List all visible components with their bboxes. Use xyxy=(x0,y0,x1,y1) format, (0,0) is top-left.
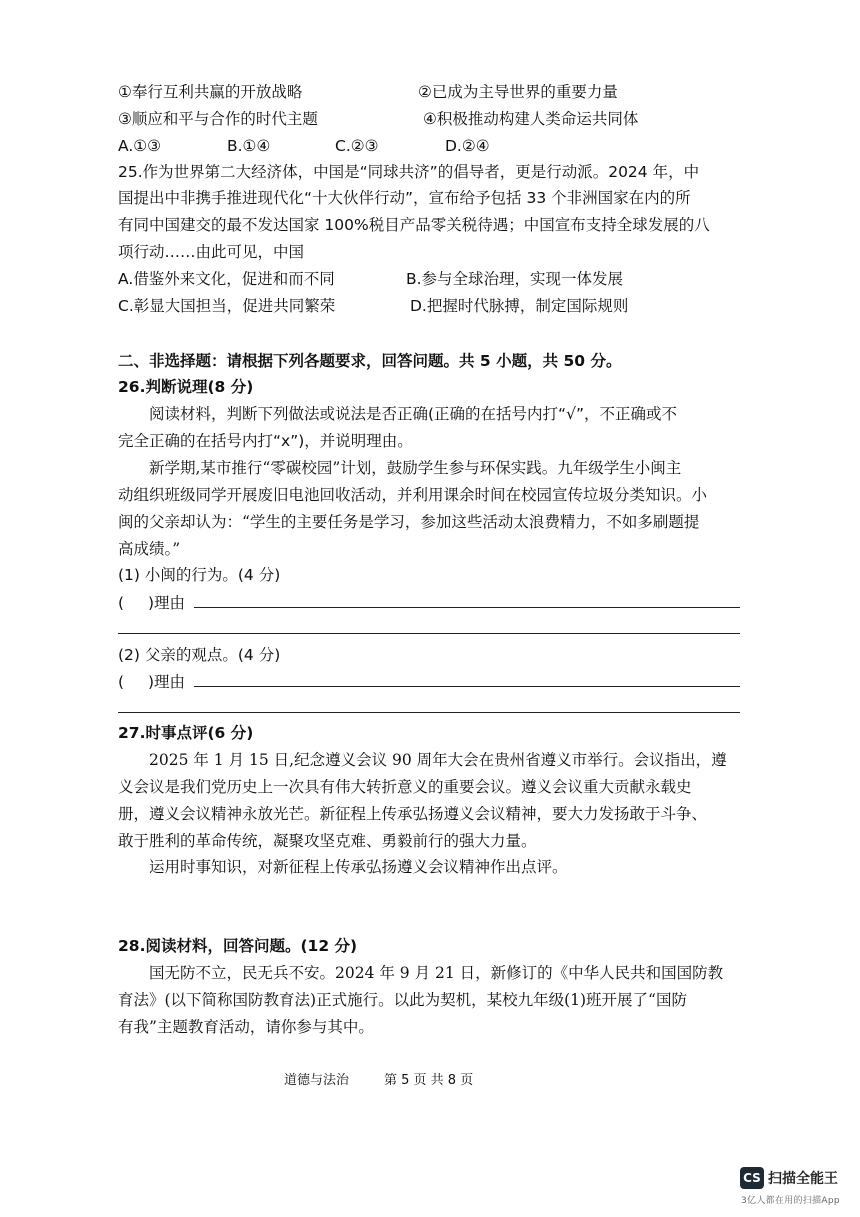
q26-answer-1-line-2[interactable] xyxy=(118,633,740,634)
section-2-title: 二、非选择题：请根据下列各题要求，回答问题。共 5 小题，共 50 分。 xyxy=(118,352,622,370)
q26-sub-question-2: (2) 父亲的观点。(4 分) xyxy=(118,646,281,664)
scanner-app-logo xyxy=(740,1167,840,1207)
q28-title: 28.阅读材料，回答问题。(12 分) xyxy=(118,937,358,955)
q28-material-1: 国无防不立，民无兵不安。2024 年 9 月 21 日，新修订的《中华人民共和国国防教 xyxy=(149,964,724,982)
q27-material-3: 册，遵义会议精神永放光芒。新征程上传承弘扬遵义会议精神，要大力发扬敢于斗争、 xyxy=(118,805,708,823)
q25-line-3: 有同中国建交的最不发达国家 100%税目产品零关税待遇；中国宣布支持全球发展的八 xyxy=(118,216,710,234)
q24-option-1: ①奉行互利共赢的开放战略 xyxy=(118,83,303,101)
q26-material-3: 闽的父亲却认为：“学生的主要任务是学习，参加这些活动太浪费精力，不如多刷题提 xyxy=(118,513,700,531)
q25-choices-row-1 xyxy=(118,269,623,289)
q24-option-4: ④积极推动构建人类命运共同体 xyxy=(423,110,639,128)
q27-material-4: 敢于胜利的革命传统，凝聚攻坚克难、勇毅前行的强大力量。 xyxy=(118,832,537,850)
q24-option-3: ③顺应和平与合作的时代主题 xyxy=(118,110,318,128)
q27-material-1: 2025 年 1 月 15 日,纪念遵义会议 90 周年大会在贵州省遵义市举行。会议指出，遵 xyxy=(149,751,727,769)
logo-tagline: 3亿人都在用的扫描App xyxy=(741,1196,840,1206)
q25-line-2: 国提出中非携手推进现代化“十大伙伴行动”，宣布给予包括 33 个非洲国家在内的所 xyxy=(118,189,691,207)
q24-choices xyxy=(118,136,490,156)
q25-choice-c: C.彰显大国担当，促进共同繁荣 xyxy=(118,297,336,315)
q24-choice-a: A.①③ xyxy=(118,137,162,155)
q26-answer-2-reason-label: )理由 xyxy=(148,673,186,691)
footer-subject: 道德与法治 xyxy=(284,1073,350,1088)
q24-choice-c: C.②③ xyxy=(335,137,379,155)
q24-choice-b: B.①④ xyxy=(227,137,271,155)
q26-answer-2-line-2[interactable] xyxy=(118,712,740,713)
q26-answer-1-reason-label: )理由 xyxy=(148,594,186,612)
q26-instruction-2: 完全正确的在括号内打“x”)，并说明理由。 xyxy=(118,432,413,450)
q28-material-3: 有我”主题教育活动，请你参与其中。 xyxy=(118,1018,374,1036)
q25-line-1: 25.作为世界第二大经济体，中国是“同球共济”的倡导者，更是行动派。2024 年，中 xyxy=(118,163,700,181)
q25-choice-d: D.把握时代脉搏，制定国际规则 xyxy=(410,297,629,315)
q28-material-2: 育法》(以下简称国防教育法)正式施行。以此为契机，某校九年级(1)班开展了“国防 xyxy=(118,991,687,1009)
q26-answer-2-line-1[interactable] xyxy=(194,686,740,687)
q26-material-4: 高成绩。” xyxy=(118,540,181,558)
logo-name: 扫描全能王 xyxy=(768,1171,838,1187)
q26-answer-1-paren: ( xyxy=(118,594,125,612)
q25-choice-b: B.参与全球治理，实现一体发展 xyxy=(406,270,624,288)
q26-answer-2-paren: ( xyxy=(118,673,125,691)
q26-answer-1-line-1[interactable] xyxy=(194,607,740,608)
q27-title: 27.时事点评(6 分) xyxy=(118,724,254,742)
q25-choices-row-2 xyxy=(118,296,628,316)
q24-option-2: ②已成为主导世界的重要力量 xyxy=(418,83,618,101)
q24-options-row-2 xyxy=(118,109,638,129)
q26-instruction-1: 阅读材料，判断下列做法或说法是否正确(正确的在括号内打“√”，不正确或不 xyxy=(149,405,677,423)
q26-title: 26.判断说理(8 分) xyxy=(118,378,254,396)
q26-sub-question-1: (1) 小闽的行为。(4 分) xyxy=(118,566,281,584)
q25-line-4: 项行动……由此可见，中国 xyxy=(118,243,305,261)
cs-logo-icon: CS xyxy=(740,1167,764,1189)
q27-material-2: 义会议是我们党历史上一次具有伟大转折意义的重要会议。遵义会议重大贡献永载史 xyxy=(118,778,692,796)
q26-material-1: 新学期,某市推行“零碳校园”计划，鼓励学生参与环保实践。九年级学生小闽主 xyxy=(149,459,682,477)
footer-page-number: 第 5 页 共 8 页 xyxy=(384,1073,474,1088)
q25-choice-a: A.借鉴外来文化，促进和而不同 xyxy=(118,270,335,288)
q24-choice-d: D.②④ xyxy=(445,137,490,155)
q27-task: 运用时事知识，对新征程上传承弘扬遵义会议精神作出点评。 xyxy=(149,858,568,876)
q26-material-2: 动组织班级同学开展废旧电池回收活动，并利用课余时间在校园宣传垃圾分类知识。小 xyxy=(118,486,708,504)
q24-options-row-1 xyxy=(118,82,618,102)
